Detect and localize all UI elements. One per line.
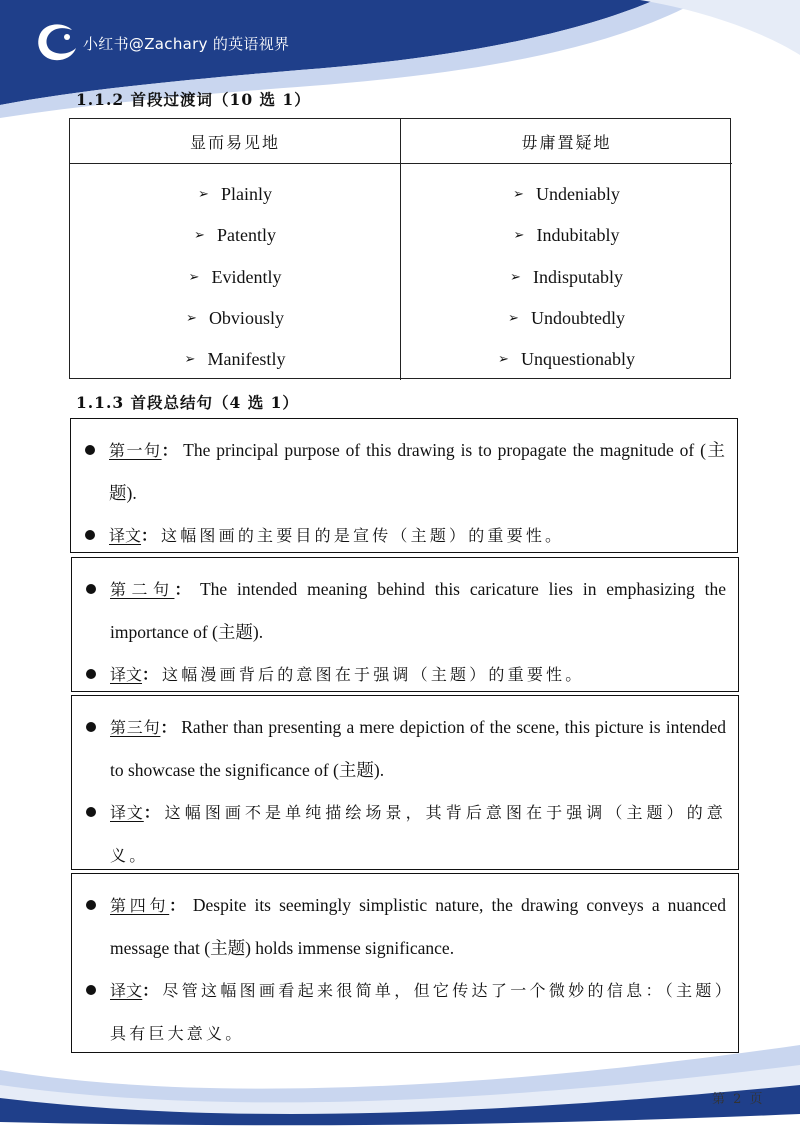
sentence-item xyxy=(86,706,726,791)
table-column-undoubtedly xyxy=(401,164,732,380)
sentence-english: Rather than presenting a mere depiction of the scene, this picture is intended to showcase the significance of (主题). xyxy=(110,717,726,780)
word-text: Manifestly xyxy=(207,348,286,369)
translation-chinese: 这幅图画的主要目的是宣传（主题）的重要性。 xyxy=(161,526,565,545)
sentence-item xyxy=(85,429,725,514)
colon: ： xyxy=(142,981,159,1000)
bullet-dot-icon xyxy=(86,985,96,995)
sentence-english: Despite its seemingly simplistic nature, the drawing conveys a nuanced message that (主题) holds immense significance. xyxy=(110,895,726,958)
word-text: Patently xyxy=(216,225,276,246)
colon: ： xyxy=(169,896,189,915)
logo-icon xyxy=(34,20,80,66)
arrow-bullet-icon: ➢ xyxy=(184,351,196,367)
sentence-box-1 xyxy=(70,418,738,553)
list-item xyxy=(401,256,732,297)
word-text: Plainly xyxy=(220,184,272,205)
arrow-bullet-icon: ➢ xyxy=(498,351,509,367)
translation-label: 译文 xyxy=(110,981,143,1000)
word-text: Unquestionably xyxy=(520,348,635,369)
colon: ： xyxy=(142,665,159,684)
arrow-bullet-icon: ➢ xyxy=(510,269,521,285)
sentence-label: 第一句 xyxy=(109,441,162,460)
sentence-label: 第三句 xyxy=(110,718,161,737)
list-item xyxy=(401,339,732,380)
word-text: Indubitably xyxy=(536,225,620,246)
sentence-item xyxy=(86,884,726,969)
colon: ： xyxy=(141,526,158,545)
word-text: Indisputably xyxy=(532,266,623,287)
bullet-dot-icon xyxy=(86,584,96,594)
table-column-obviously xyxy=(70,164,401,380)
bullet-dot-icon xyxy=(86,669,96,679)
sentence-box-2 xyxy=(71,557,739,692)
translation-chinese: 这幅图画不是单纯描绘场景，其背后意图在于强调（主题）的意义。 xyxy=(110,803,726,865)
section-heading-summary-sentences: 1.1.3 首段总结句（4 选 1） xyxy=(76,393,299,412)
bullet-dot-icon xyxy=(86,807,96,817)
sentence-english: The intended meaning behind this caricature lies in emphasizing the importance of (主题). xyxy=(110,579,726,642)
translation-item xyxy=(85,514,725,557)
word-text: Obviously xyxy=(208,307,284,328)
bullet-dot-icon xyxy=(86,900,96,910)
bullet-dot-icon xyxy=(85,445,95,455)
list-item xyxy=(70,298,400,339)
colon: ： xyxy=(174,580,196,599)
bullet-dot-icon xyxy=(86,722,96,732)
page-number: 第 2 页 xyxy=(712,1092,765,1107)
translation-item xyxy=(86,653,726,696)
sentence-english: The principal purpose of this drawing is to propagate the magnitude of (主题). xyxy=(109,440,725,503)
word-text: Undeniably xyxy=(535,184,620,205)
arrow-bullet-icon: ➢ xyxy=(194,228,205,244)
bullet-dot-icon xyxy=(85,530,95,540)
arrow-bullet-icon: ➢ xyxy=(513,228,525,244)
list-item xyxy=(70,215,400,256)
list-item xyxy=(70,339,400,380)
arrow-bullet-icon: ➢ xyxy=(508,310,519,326)
brand-title: 小红书@Zachary 的英语视界 xyxy=(83,35,290,53)
word-text: Evidently xyxy=(211,266,282,287)
arrow-bullet-icon: ➢ xyxy=(198,187,209,203)
arrow-bullet-icon: ➢ xyxy=(188,269,200,285)
footer-wave-decoration xyxy=(0,1040,800,1131)
table-header-obviously: 显而易见地 xyxy=(70,119,401,164)
list-item xyxy=(401,298,732,339)
section-heading-transition-words: 1.1.2 首段过渡词（10 选 1） xyxy=(76,90,311,109)
sentence-box-4 xyxy=(71,873,739,1053)
sentence-label: 第二句 xyxy=(110,580,175,599)
translation-chinese: 尽管这幅图画看起来很简单，但它传达了一个微妙的信息：（主题）具有巨大意义。 xyxy=(110,981,726,1043)
arrow-bullet-icon: ➢ xyxy=(513,187,524,203)
arrow-bullet-icon: ➢ xyxy=(186,310,197,326)
word-text: Undoubtedly xyxy=(530,307,625,328)
colon: ： xyxy=(161,441,180,460)
sentence-box-3 xyxy=(71,695,739,870)
sentence-item xyxy=(86,568,726,653)
translation-label: 译文 xyxy=(110,665,143,684)
translation-item xyxy=(86,791,726,877)
translation-label: 译文 xyxy=(109,526,142,545)
translation-label: 译文 xyxy=(110,803,144,822)
list-item xyxy=(401,215,732,256)
colon: ： xyxy=(160,718,178,737)
colon: ： xyxy=(143,803,161,822)
list-item xyxy=(70,256,400,297)
transition-words-table xyxy=(69,118,731,379)
sentence-label: 第四句 xyxy=(110,896,170,915)
list-item xyxy=(70,174,400,215)
translation-chinese: 这幅漫画背后的意图在于强调（主题）的重要性。 xyxy=(162,665,585,684)
table-header-undoubtedly: 毋庸置疑地 xyxy=(401,119,732,164)
list-item xyxy=(401,174,732,215)
